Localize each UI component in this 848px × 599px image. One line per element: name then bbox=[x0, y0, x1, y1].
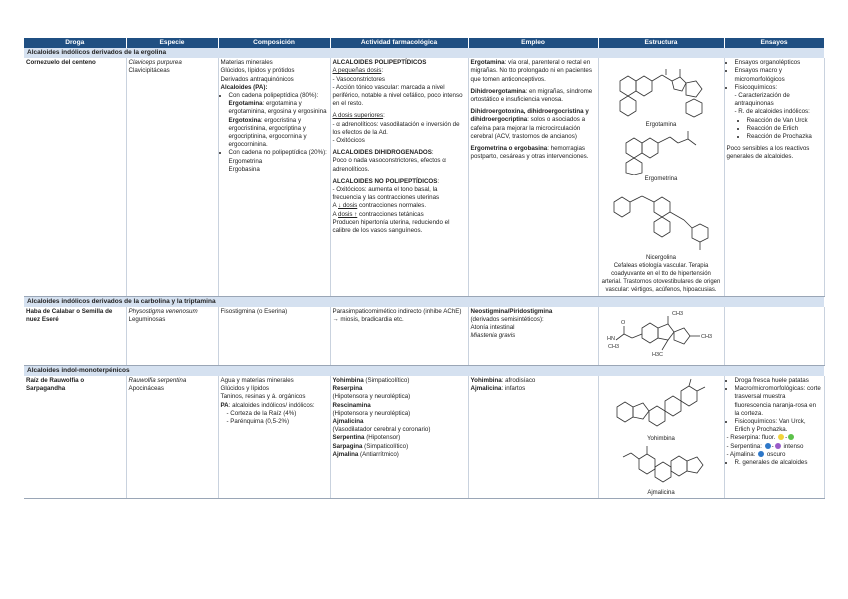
header-actividad: Actividad farmacológica bbox=[330, 38, 468, 48]
cell-actividad bbox=[330, 58, 468, 296]
act-line: - Acción tónico vascular: marcada a nivel periférico, notable a nivel cefálico, poco intenso en el resto. bbox=[332, 83, 463, 108]
table-row-haba-calabar bbox=[24, 307, 824, 366]
ensayo-text: - Ajmalina: bbox=[726, 450, 756, 458]
cell-droga bbox=[24, 58, 126, 296]
structure-caption: Nicergolina bbox=[645, 254, 676, 261]
nicergolina-structure-icon bbox=[606, 184, 716, 254]
header-ensayos: Ensayos bbox=[724, 38, 824, 48]
ensayo-item: • Macro/micromorfológicas: corte trasversal muestra fluorescencia naranja-rosa en la corteza. bbox=[735, 385, 822, 418]
act-subheading: A pequeñas dosis bbox=[332, 67, 382, 75]
family-name: Apocináceas bbox=[128, 385, 164, 393]
act-text: (Hipotensor) bbox=[364, 434, 401, 442]
act-heading: ALCALOIDES DIHIDROGENADOS bbox=[332, 149, 432, 157]
act-dose: ↓ dosis bbox=[338, 202, 358, 210]
act-text: (Vasodilatador cerebral y coronario) bbox=[332, 426, 431, 434]
emp-text: : hemorragias postparto, cesáreas y otras intervenciones. bbox=[470, 145, 589, 161]
species-name: Claviceps purpurea bbox=[128, 59, 182, 67]
fisostigmina-structure-icon bbox=[606, 308, 716, 364]
ergotamina-structure-icon bbox=[606, 59, 716, 121]
reaction-item: • Reacción de Van Urck bbox=[747, 117, 822, 125]
emp-text: : infartos bbox=[501, 385, 526, 393]
act-heading: ALCALOIDES NO POLIPEPTÍDICOS bbox=[332, 177, 438, 185]
ensayo-text: Fisicoquímicos: bbox=[734, 83, 778, 91]
comp-term: PA bbox=[220, 401, 229, 409]
act-line: - Vasoconstrictores bbox=[332, 75, 385, 83]
header-row bbox=[24, 38, 824, 48]
cell-composicion bbox=[218, 376, 330, 499]
alkaloids-table bbox=[24, 38, 825, 499]
act-line: Poco o nada vasoconstrictores, efectos α adrenolíticos. bbox=[332, 157, 446, 173]
comp-list bbox=[221, 92, 328, 174]
droga-name: Cornezuelo del centeno bbox=[26, 59, 96, 67]
ensayo-item: • Ensayos macro y micromorfológicos bbox=[735, 67, 822, 83]
ensayo-text: oscuro bbox=[766, 450, 786, 458]
act-text: (Hipotensora y neuroléptica) bbox=[332, 393, 411, 401]
act-term: Ajmalicina bbox=[332, 418, 364, 426]
yellow-dot-icon bbox=[778, 434, 784, 440]
emp-text: Miastenia gravis bbox=[470, 332, 516, 340]
ensayo-subline: - R. de alcaloides indólicos: bbox=[734, 108, 810, 116]
ensayo-text: intenso bbox=[783, 442, 804, 450]
comp-line: Agua y materias minerales bbox=[220, 377, 294, 385]
act-line: - α adrenolíticos: vasodilatación e inversión de los efectos de la Ad. bbox=[332, 120, 460, 136]
act-text: (Antiarrítmico) bbox=[358, 450, 399, 458]
cell-estructura bbox=[598, 58, 724, 296]
act-subheading: A dosis superiores bbox=[332, 112, 384, 120]
comp-list-item bbox=[229, 92, 328, 149]
table-row-rauwolfia bbox=[24, 376, 824, 499]
act-term: Sarpagina bbox=[332, 442, 363, 450]
section-carbolina bbox=[24, 296, 824, 307]
comp-text: Ergometrina bbox=[228, 157, 263, 165]
cell-ensayos bbox=[724, 58, 824, 296]
act-line: Producen hipertonía uterina, reduciendo el calibre de los vasos sanguíneos. bbox=[332, 218, 450, 235]
comp-line: Derivados antraquinónicos bbox=[220, 75, 294, 83]
act-line: - Oxitócicos bbox=[332, 137, 365, 145]
reaction-item: • Reacción de Erlich bbox=[747, 125, 822, 133]
structure-caption: Ajmalicina bbox=[647, 490, 675, 497]
atom-label: CH3 bbox=[672, 310, 684, 317]
act-colon: : bbox=[383, 112, 385, 120]
ensayo-text: - Reserpina: fluor. bbox=[726, 434, 776, 442]
emp-text: (derivados semisintéticos): bbox=[470, 316, 544, 324]
header-especie: Especie bbox=[126, 38, 218, 48]
droga-name: Haba de Calabar o Semilla de nuez Eseré bbox=[26, 307, 113, 324]
cell-droga bbox=[24, 307, 126, 366]
emp-term: Dihidroergotoxina, dihidroergocristina y dihidroergocriptina bbox=[470, 108, 589, 124]
comp-text: : alcaloides indólicos/ indólicos: bbox=[228, 401, 315, 409]
emp-term: Neostigmina/Piridostigmina bbox=[470, 307, 553, 315]
act-line: Parasimpaticomimético indirecto (inhibe AChE) → miosis, bradicardia etc. bbox=[332, 307, 462, 324]
emp-text: : afrodisíaco bbox=[501, 377, 536, 385]
act-heading: ALCALOIDES POLIPEPTÍDICOS bbox=[332, 59, 427, 67]
ensayo-note: Poco sensibles a los reactivos generales de alcaloides. bbox=[726, 145, 810, 161]
emp-term: Ergotamina bbox=[470, 59, 505, 67]
atom-label: CH3 bbox=[701, 333, 713, 340]
section-title: Alcaloides indólicos derivados de la ergolina bbox=[24, 48, 824, 58]
cell-composicion bbox=[218, 58, 330, 296]
emp-text: : vía oral, parenteral o rectal en migrañas. No tto prolongado ni en pacientes que tomen anticonceptivos. bbox=[470, 59, 592, 83]
ajmalicina-structure-icon bbox=[611, 443, 711, 489]
ensayos-list-2 bbox=[727, 459, 822, 467]
comp-text: Ergobasina bbox=[228, 165, 260, 173]
cell-droga bbox=[24, 376, 126, 499]
droga-name: Raíz de Rauwolfia o Sarpagandha bbox=[26, 377, 85, 393]
comp-list-item bbox=[229, 149, 328, 174]
cell-composicion bbox=[218, 307, 330, 366]
act-text: (Hipotensora y neuroléptica) bbox=[332, 409, 411, 417]
ensayo-item bbox=[735, 84, 822, 141]
ensayo-item: • R. generales de alcaloides bbox=[735, 459, 822, 467]
cell-ensayos bbox=[724, 307, 824, 366]
emp-text: Atonía intestinal bbox=[470, 324, 515, 332]
comp-heading: Alcaloides (PA): bbox=[220, 83, 268, 91]
purple-dot-icon bbox=[775, 443, 781, 449]
act-term: Serpentina bbox=[332, 434, 365, 442]
cell-ensayos: • Droga fresca huele patatas • Macro/micromorfológicas: corte trasversal muestra fluorescencia naranja-rosa en la corteza. • Fisicoquímicos: Van Urck, Erlich y Prochazka. - Reserpina: fluor. - - Serpentina: - intenso - Ajmalina: oscuro • R. generales de alcaloides bbox=[724, 376, 824, 499]
ensayo-item: • Ensayos organolépticos bbox=[735, 59, 822, 67]
act-text: (Simpaticolítico) bbox=[362, 442, 409, 450]
header-droga: Droga bbox=[24, 38, 126, 48]
ensayo-item: • Droga fresca huele patatas bbox=[735, 377, 822, 385]
reaction-item: • Reacción de Prochazka bbox=[747, 133, 822, 141]
family-name: Leguminosas bbox=[128, 316, 166, 324]
comp-subline: - Parénquima (0,5-2%) bbox=[226, 418, 290, 426]
structure-note: Cefaleas etiología vascular. Terapia coadyuvante en el tto de hipertensión arterial. Trastornos otovestibulares de origen vascular: vértigos, acúfenos, hipoacusias. bbox=[601, 262, 721, 294]
alkaloids-table-sheet bbox=[24, 38, 824, 499]
cell-estructura bbox=[598, 376, 724, 499]
comp-line: Taninos, resinas y á. orgánicos bbox=[220, 393, 306, 401]
comp-line: Materias minerales bbox=[220, 59, 273, 67]
comp-line: Glúcidos, lípidos y prótidos bbox=[220, 67, 295, 75]
cell-especie bbox=[126, 376, 218, 499]
cell-especie bbox=[126, 307, 218, 366]
cell-estructura bbox=[598, 307, 724, 366]
header-empleo: Empleo bbox=[468, 38, 598, 48]
ensayos-list bbox=[727, 59, 822, 141]
ensayo-text: - Serpentina: bbox=[726, 442, 762, 450]
act-text: contracciones tetánicas bbox=[357, 210, 424, 218]
section-indol-monoterpenicos bbox=[24, 365, 824, 376]
header-composicion: Composición bbox=[218, 38, 330, 48]
act-text: contracciones normales. bbox=[357, 202, 427, 210]
ensayos-list bbox=[727, 377, 822, 434]
atom-label: O bbox=[621, 319, 626, 326]
green-dot-icon bbox=[788, 434, 794, 440]
comp-term: Ergotamina bbox=[228, 100, 263, 108]
species-name: Physostigma venenosum bbox=[128, 307, 198, 315]
reaction-list bbox=[735, 117, 822, 142]
table-row-cornezuelo bbox=[24, 58, 824, 296]
emp-term: Yohimbina bbox=[470, 377, 502, 385]
cell-empleo bbox=[468, 58, 598, 296]
cell-actividad bbox=[330, 376, 468, 499]
emp-term: Ergometrina o ergobasina bbox=[470, 145, 548, 153]
comp-line: Glúcidos y lípidos bbox=[220, 385, 269, 393]
cell-empleo bbox=[468, 376, 598, 499]
act-text: A bbox=[332, 202, 339, 210]
yohimbina-structure-icon bbox=[611, 377, 711, 435]
comp-item-text: Con cadena no polipeptídica (20%): bbox=[228, 149, 327, 157]
section-ergolina bbox=[24, 48, 824, 58]
blue-dot-icon bbox=[758, 451, 764, 457]
comp-text: : ergocristina y ergocristinina, ergocriptina y ergocriptinina, ergocornina y ergocorninina. bbox=[228, 116, 307, 149]
emp-term: Dihidroergotamina bbox=[470, 87, 526, 95]
species-name: Rauwolfia serpentina bbox=[128, 377, 187, 385]
section-title: Alcaloides indol-monoterpénicos bbox=[24, 365, 824, 376]
act-term: Yohimbina bbox=[332, 377, 364, 385]
family-name: Clavicipitáceas bbox=[128, 67, 170, 75]
emp-text: : solos o asociados a cafeína para mejorar la microcirculación cerebral (ACV, trastornos de ancianos) bbox=[470, 116, 586, 140]
cell-empleo bbox=[468, 307, 598, 366]
act-line: - Oxitócicos: aumenta el tono basal, la frecuencia y las contracciones uterinas bbox=[332, 186, 440, 202]
blue-dot-icon bbox=[765, 443, 771, 449]
ensayo-item: • Fisicoquímicos: Van Urck, Erlich y Prochazka. bbox=[735, 418, 822, 434]
act-term: Ajmalina bbox=[332, 450, 359, 458]
cell-actividad bbox=[330, 307, 468, 366]
emp-term: Ajmalicina bbox=[470, 385, 502, 393]
comp-item-text: Con cadena polipeptídica (80%): bbox=[228, 92, 319, 100]
act-colon: : bbox=[431, 149, 434, 157]
atom-label: H3C bbox=[652, 351, 664, 358]
atom-label: CH3 bbox=[608, 343, 620, 350]
act-term: Rescinamina bbox=[332, 401, 371, 409]
act-term: Reserpina bbox=[332, 385, 363, 393]
structure-caption: Ergotamina bbox=[645, 122, 677, 129]
act-dose: dosis ↑ bbox=[338, 210, 358, 218]
act-text: (Simpaticolítico) bbox=[363, 377, 410, 385]
comp-text: : ergotamina y ergotaminina, ergosina y ergosinina bbox=[228, 100, 327, 116]
ergometrina-structure-icon bbox=[616, 129, 706, 175]
act-colon: : bbox=[381, 67, 384, 75]
act-text: A bbox=[332, 210, 339, 218]
comp-subline: - Corteza de la Raíz (4%) bbox=[226, 409, 297, 417]
ensayo-subline: - Caracterización de antraquinonas bbox=[734, 92, 790, 108]
structure-caption: Yohimbina bbox=[647, 436, 675, 443]
structure-caption: Ergometrina bbox=[644, 176, 678, 183]
cell-especie bbox=[126, 58, 218, 296]
comp-term: Ergotoxina bbox=[228, 116, 261, 124]
emp-text: : en migrañas, síndrome ortostático e insuficiencia venosa. bbox=[470, 87, 593, 104]
act-colon: : bbox=[437, 177, 440, 185]
section-title: Alcaloides indólicos derivados de la carbolina y la triptamina bbox=[24, 296, 824, 307]
comp-line: Fisostigmina (o Eserina) bbox=[220, 307, 288, 315]
atom-label: HN bbox=[607, 335, 615, 342]
header-estructura: Estructura bbox=[598, 38, 724, 48]
